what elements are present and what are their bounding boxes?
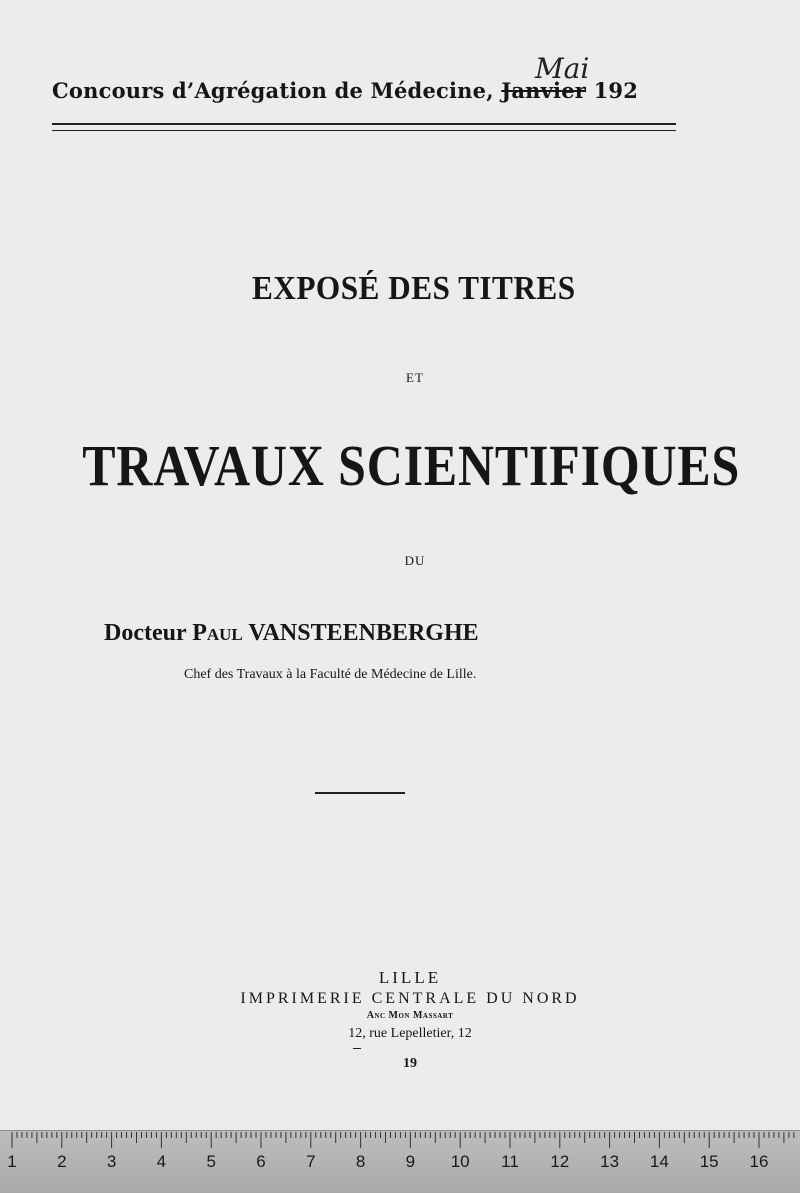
imprint-address: 12, rue Lepelletier, 12 xyxy=(348,1026,472,1041)
document-header xyxy=(52,78,680,103)
ruler-label: 11 xyxy=(501,1152,519,1171)
ruler-label: 7 xyxy=(306,1152,316,1171)
imprint-former-owner: Anc Mon Massart xyxy=(366,1010,454,1021)
author-prefix: Docteur xyxy=(104,620,187,646)
ruler-label: 5 xyxy=(206,1152,216,1171)
handwritten-correction: Mai xyxy=(535,52,590,85)
author-last-name: VANSTEENBERGHE xyxy=(248,620,479,646)
ruler-label: 16 xyxy=(749,1152,769,1171)
ruler-label: 15 xyxy=(699,1152,719,1171)
imprint-dash xyxy=(353,1048,361,1049)
title-preposition: DU xyxy=(404,553,426,568)
header-prefix: Concours d’Agrégation de Médecine, xyxy=(52,78,494,103)
imprint-city: LILLE xyxy=(378,968,442,987)
imprint-printer: IMPRIMERIE CENTRALE DU NORD xyxy=(240,990,580,1007)
imprint-year: 19 xyxy=(403,1056,417,1071)
author-position: Chef des Travaux à la Faculté de Médecine de Lille. xyxy=(184,667,477,682)
header-divider xyxy=(52,123,676,131)
title-line-2: TRAVAUX SCIENTIFIQUES xyxy=(82,433,741,498)
title-line-1: EXPOSÉ DES TITRES xyxy=(251,270,576,307)
ruler-label: 3 xyxy=(106,1152,117,1171)
ruler-label: 8 xyxy=(355,1152,366,1171)
section-divider xyxy=(315,792,405,794)
measuring-ruler xyxy=(0,1130,800,1193)
ruler-label: 9 xyxy=(405,1152,416,1171)
struck-month: Janvier xyxy=(501,78,587,103)
ruler-label: 4 xyxy=(156,1152,167,1171)
ruler-label: 14 xyxy=(649,1152,669,1171)
ruler-label: 1 xyxy=(7,1152,17,1171)
author-name xyxy=(104,620,479,647)
header-year: 192 xyxy=(593,78,639,103)
ruler-label: 10 xyxy=(450,1152,470,1171)
title-conjunction: ET xyxy=(406,370,424,385)
author-first-name: Paul xyxy=(192,620,243,646)
ruler-label: 12 xyxy=(550,1152,570,1171)
ruler-label: 6 xyxy=(256,1152,266,1171)
ruler-ticks xyxy=(0,1131,800,1193)
ruler-label: 2 xyxy=(57,1152,67,1171)
ruler-label: 13 xyxy=(600,1152,620,1171)
